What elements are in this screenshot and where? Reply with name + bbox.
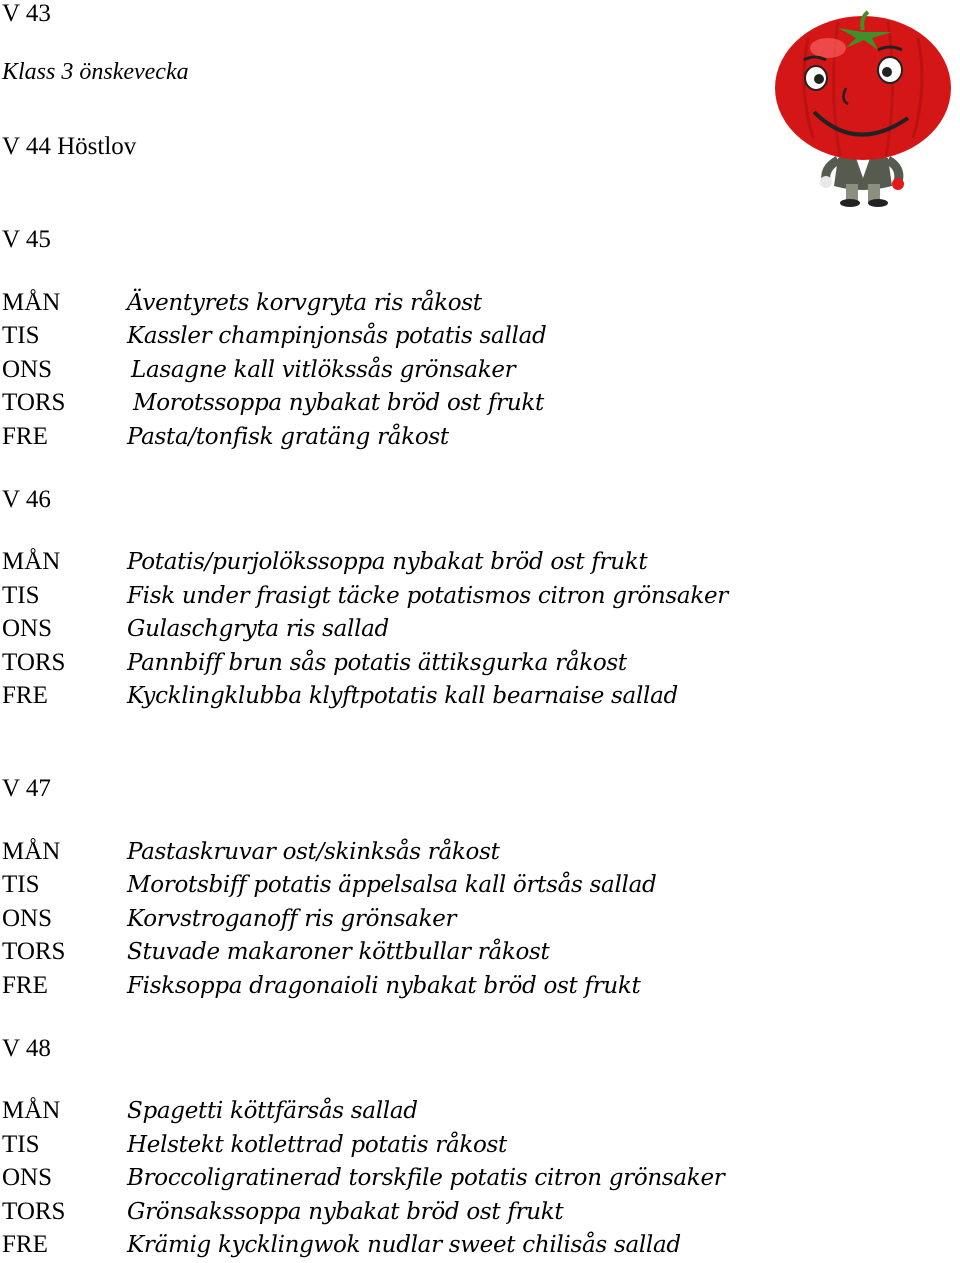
day-label: ONS <box>2 356 53 383</box>
meal-text: Potatis/purjolökssoppa nybakat bröd ost frukt <box>127 549 648 575</box>
meal-text: Kycklingklubba klyftpotatis kall bearnaise sallad <box>127 683 678 709</box>
meal-text: Kassler champinjonsås potatis sallad <box>127 323 547 349</box>
meal-text: Krämig kycklingwok nudlar sweet chilisås sallad <box>127 1232 681 1258</box>
day-label: TORS <box>2 1198 66 1225</box>
day-label: FRE <box>2 1231 48 1258</box>
meal-text: Helstekt kotlettrad potatis råkost <box>127 1132 507 1158</box>
day-label: FRE <box>2 682 48 709</box>
week-45-heading: V 45 <box>2 226 51 253</box>
meal-text: Fisksoppa dragonaioli nybakat bröd ost frukt <box>127 973 641 999</box>
week-47-heading: V 47 <box>2 775 51 802</box>
meal-text: Broccoligratinerad torskfile potatis citron grönsaker <box>127 1165 725 1191</box>
day-label: MÅN <box>2 838 61 865</box>
meal-text: Morotsbiff potatis äppelsalsa kall örtsås sallad <box>127 872 657 898</box>
tomato-mascot-icon <box>768 8 958 208</box>
week-43-heading: V 43 <box>2 0 51 27</box>
meal-text: Morotssoppa nybakat bröd ost frukt <box>133 390 544 416</box>
day-label: TIS <box>2 871 40 898</box>
meal-text: Gulaschgryta ris sallad <box>127 616 389 642</box>
day-label: ONS <box>2 1164 53 1191</box>
week-44-autumn-break-heading: V 44 Höstlov <box>2 133 137 160</box>
day-label: ONS <box>2 905 53 932</box>
class-3-wish-week-heading: Klass 3 önskevecka <box>2 59 189 85</box>
day-label: TORS <box>2 649 66 676</box>
week-48-heading: V 48 <box>2 1035 51 1062</box>
meal-text: Äventyrets korvgryta ris råkost <box>127 290 482 316</box>
meal-text: Spagetti köttfärsås sallad <box>127 1098 418 1124</box>
meal-text: Pastaskruvar ost/skinksås råkost <box>127 839 500 865</box>
day-label: TORS <box>2 389 66 416</box>
day-label: TIS <box>2 582 40 609</box>
mascot-hand-left <box>820 176 832 188</box>
week-46-heading: V 46 <box>2 486 51 513</box>
day-label: TORS <box>2 938 66 965</box>
meal-text: Stuvade makaroner köttbullar råkost <box>127 939 550 965</box>
day-label: MÅN <box>2 548 61 575</box>
mascot-hand-right <box>892 178 904 190</box>
mascot-shoe-left <box>840 199 860 207</box>
day-label: FRE <box>2 423 48 450</box>
day-label: MÅN <box>2 1097 61 1124</box>
day-label: ONS <box>2 615 53 642</box>
meal-text: Fisk under frasigt täcke potatismos citron grönsaker <box>127 583 728 609</box>
meal-text: Pannbiff brun sås potatis ättiksgurka råkost <box>127 650 627 676</box>
meal-text: Grönsakssoppa nybakat bröd ost frukt <box>127 1199 564 1225</box>
day-label: MÅN <box>2 289 61 316</box>
meal-text: Lasagne kall vitlökssås grönsaker <box>131 357 516 383</box>
day-label: FRE <box>2 972 48 999</box>
day-label: TIS <box>2 322 40 349</box>
meal-text: Pasta/tonfisk gratäng råkost <box>127 424 449 450</box>
day-label: TIS <box>2 1131 40 1158</box>
meal-text: Korvstroganoff ris grönsaker <box>127 906 457 932</box>
mascot-shoe-right <box>868 199 888 207</box>
